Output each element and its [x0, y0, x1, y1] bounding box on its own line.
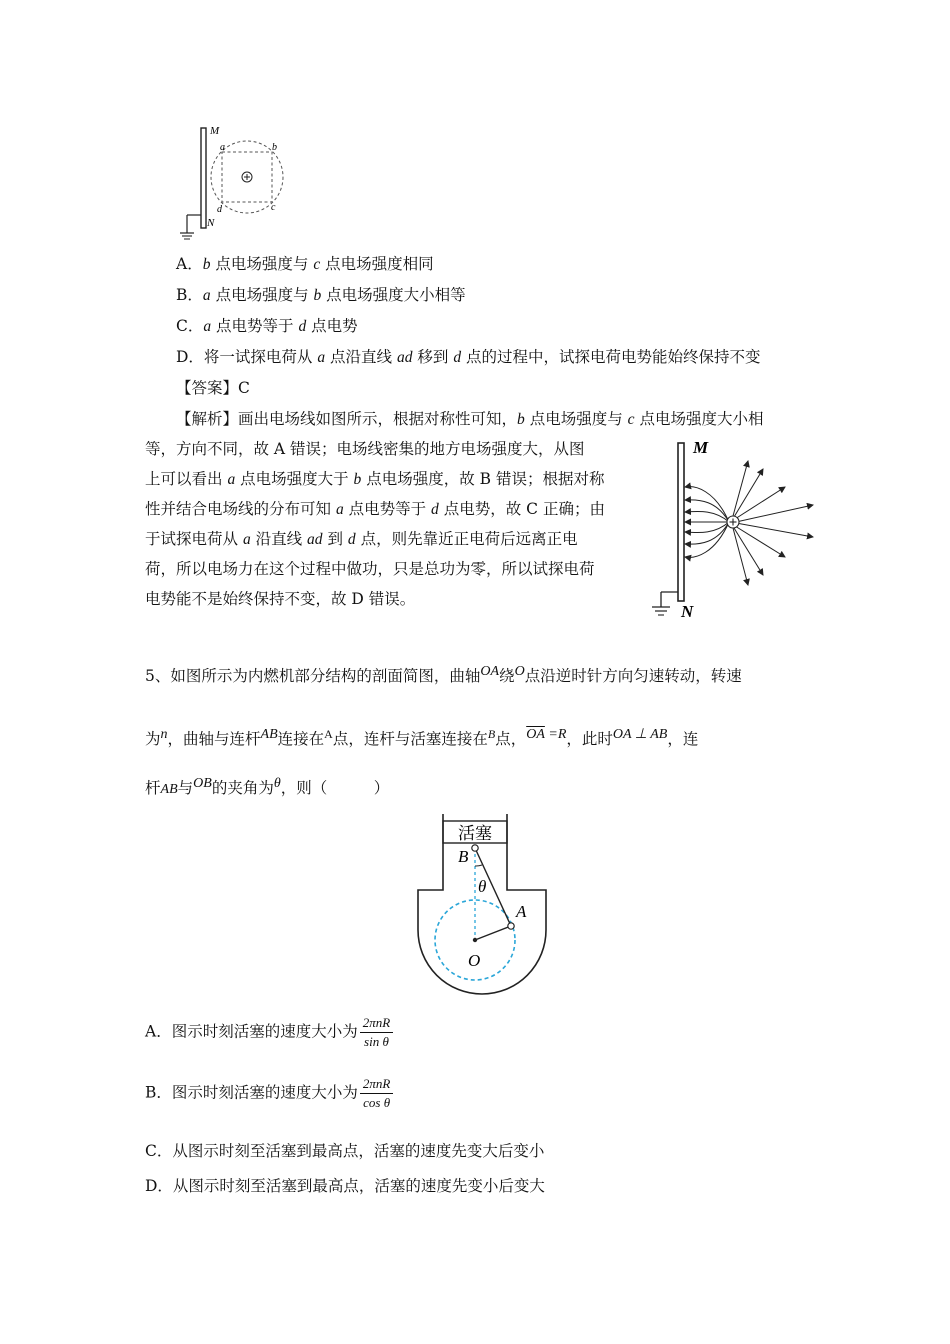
- option-text: A．图示时刻活塞的速度大小为: [145, 1022, 358, 1041]
- q5-option-c: C．从图示时刻至活塞到最高点，活塞的速度先变大后变小: [145, 1142, 545, 1160]
- analysis-line-6: 荷，所以电场力在这个过程中做功，只是总功为零，所以试探电荷: [145, 560, 595, 578]
- fig1-label-c: c: [271, 202, 276, 213]
- fig1-label-b: b: [272, 142, 277, 153]
- fig1-label-M: M: [210, 125, 220, 137]
- fraction-denominator: cos θ: [363, 1095, 391, 1110]
- analysis-text: 【解析】画出电场线如图所示，根据对称性可知，: [176, 410, 518, 428]
- fig2-label-N: N: [681, 602, 694, 621]
- math-symbol: OA ⊥ AB: [612, 727, 668, 742]
- math-symbol: $\overline{OA}$: [526, 727, 545, 742]
- math-symbol: AB: [260, 727, 278, 742]
- figure-plate-square: [175, 120, 295, 245]
- figure-engine-section: [410, 810, 555, 1000]
- math-symbol: n: [160, 727, 168, 742]
- fraction-numerator: 2πnR: [360, 1015, 393, 1033]
- point-label: a: [227, 471, 236, 488]
- stem-text: 点沿逆时针方向匀速转动，转速: [524, 667, 742, 685]
- option-text: 点电场强度与: [210, 255, 314, 273]
- figure-field-lines: [645, 435, 830, 625]
- analysis-line-7: 电势能不是始终保持不变，故 D 错误。: [145, 590, 416, 608]
- point-label: ad: [396, 349, 413, 366]
- fig1-label-N: N: [207, 217, 215, 229]
- fig3-label-B: B: [458, 847, 469, 866]
- point-label: c: [627, 411, 635, 428]
- stem-text: ，此时: [566, 730, 613, 748]
- math-symbol: OB: [193, 776, 212, 791]
- q5-stem-line-3: [145, 776, 389, 798]
- q4-option-a: [176, 252, 434, 274]
- option-text: 点电场强度与: [210, 286, 314, 304]
- fig3-label-A: A: [516, 902, 527, 921]
- point-label: b: [202, 256, 211, 273]
- point-label: d: [298, 318, 307, 335]
- math-symbol: A: [324, 727, 333, 741]
- stem-text: 的夹角为: [211, 779, 274, 797]
- analysis-line-3: [145, 467, 604, 489]
- analysis-text: 到: [322, 530, 348, 548]
- stem-text: 为: [145, 730, 161, 748]
- analysis-text: 点电场强度大于: [235, 470, 354, 488]
- point-label: b: [517, 411, 525, 428]
- option-prefix: C．: [176, 317, 204, 335]
- option-prefix: A．: [176, 255, 203, 273]
- stem-text: 与: [177, 779, 194, 797]
- point-label: a: [202, 287, 211, 304]
- math-symbol: AB: [160, 782, 178, 797]
- q5-option-a: [145, 1015, 393, 1050]
- option-text: 点电场强度相同: [320, 255, 434, 273]
- analysis-text: 点电势，故 C 正确；由: [438, 500, 605, 518]
- analysis-text: 性并结合电场线的分布可知: [145, 500, 336, 518]
- point-label: d: [347, 531, 356, 548]
- fraction-denominator: sin θ: [364, 1034, 389, 1049]
- option-text: 点电场强度大小相等: [321, 286, 466, 304]
- analysis-text: 上可以看出: [145, 470, 228, 488]
- analysis-line-2: 等，方向不同，故 A 错误；电场线密集的地方电场强度大，从图: [145, 440, 585, 458]
- point-label: c: [313, 256, 321, 273]
- q4-option-b: [176, 283, 466, 305]
- q5-stem-line-2: [145, 726, 698, 749]
- piston-label: 活塞: [458, 824, 492, 844]
- stem-text: 5、如图所示为内燃机部分结构的剖面简图，曲轴: [145, 667, 481, 685]
- analysis-text: 沿直线: [250, 530, 308, 548]
- analysis-line-4: [145, 497, 605, 519]
- analysis-line-5: [145, 527, 578, 549]
- math-symbol: =R: [544, 727, 567, 742]
- fig2-label-M: M: [693, 438, 709, 457]
- math-symbol: θ: [273, 776, 281, 791]
- analysis-text: 于试探电荷从: [145, 530, 243, 548]
- fraction: [360, 1076, 393, 1111]
- stem-text: 点，: [495, 730, 527, 748]
- analysis-text: 点，则先靠近正电荷后远离正电: [355, 530, 578, 548]
- point-label: ad: [307, 531, 323, 548]
- stem-text: ，曲轴与连杆: [167, 730, 261, 748]
- option-text: 点电势等于: [211, 317, 299, 335]
- point-label: a: [317, 349, 326, 366]
- stem-text: ，则（ ）: [280, 779, 390, 797]
- option-text: 点的过程中，试探电荷电势能始终保持不变: [461, 348, 761, 366]
- q5-stem-line-1: [145, 664, 742, 686]
- q4-answer: 【答案】C: [176, 379, 250, 397]
- fraction-numerator: 2πnR: [360, 1076, 393, 1094]
- stem-text: 杆: [145, 779, 161, 797]
- option-text: 移到: [412, 348, 454, 366]
- option-prefix: B．: [176, 286, 203, 304]
- analysis-text: 点电场强度，故 B 错误；根据对称: [361, 470, 605, 488]
- fraction: [360, 1015, 393, 1050]
- point-label: a: [242, 531, 251, 548]
- stem-text: 绕: [499, 667, 515, 685]
- stem-text: 点，连杆与活塞连接在: [332, 730, 488, 748]
- point-label: a: [335, 501, 344, 518]
- fig1-label-a: a: [220, 142, 225, 153]
- analysis-text: 点电场强度与: [524, 410, 628, 428]
- q5-option-d: D．从图示时刻至活塞到最高点，活塞的速度先变小后变大: [145, 1177, 545, 1195]
- math-symbol: O: [514, 664, 525, 679]
- fig3-label-O: O: [468, 951, 481, 970]
- point-label: d: [431, 501, 439, 518]
- point-label: b: [313, 287, 322, 304]
- q4-option-c: [176, 314, 358, 336]
- fig3-label-theta: θ: [478, 877, 487, 896]
- option-text: 点电势: [306, 317, 358, 335]
- option-prefix: D．将一试探电荷从: [176, 348, 318, 366]
- analysis-line-1: [176, 407, 763, 429]
- option-text: B．图示时刻活塞的速度大小为: [145, 1083, 358, 1102]
- point-label: b: [353, 471, 362, 488]
- math-symbol: OA: [480, 664, 500, 679]
- analysis-text: 点电场强度大小相: [634, 410, 764, 428]
- point-label: d: [453, 349, 462, 366]
- stem-text: 连接在: [277, 730, 325, 748]
- math-symbol: B: [487, 727, 496, 741]
- fig1-label-d: d: [217, 204, 222, 215]
- q5-option-b: [145, 1076, 393, 1111]
- q4-option-d: [176, 345, 761, 367]
- option-text: 点沿直线: [325, 348, 397, 366]
- analysis-text: 点电势等于: [343, 500, 432, 518]
- stem-text: ，连: [667, 730, 699, 748]
- point-label: a: [203, 318, 212, 335]
